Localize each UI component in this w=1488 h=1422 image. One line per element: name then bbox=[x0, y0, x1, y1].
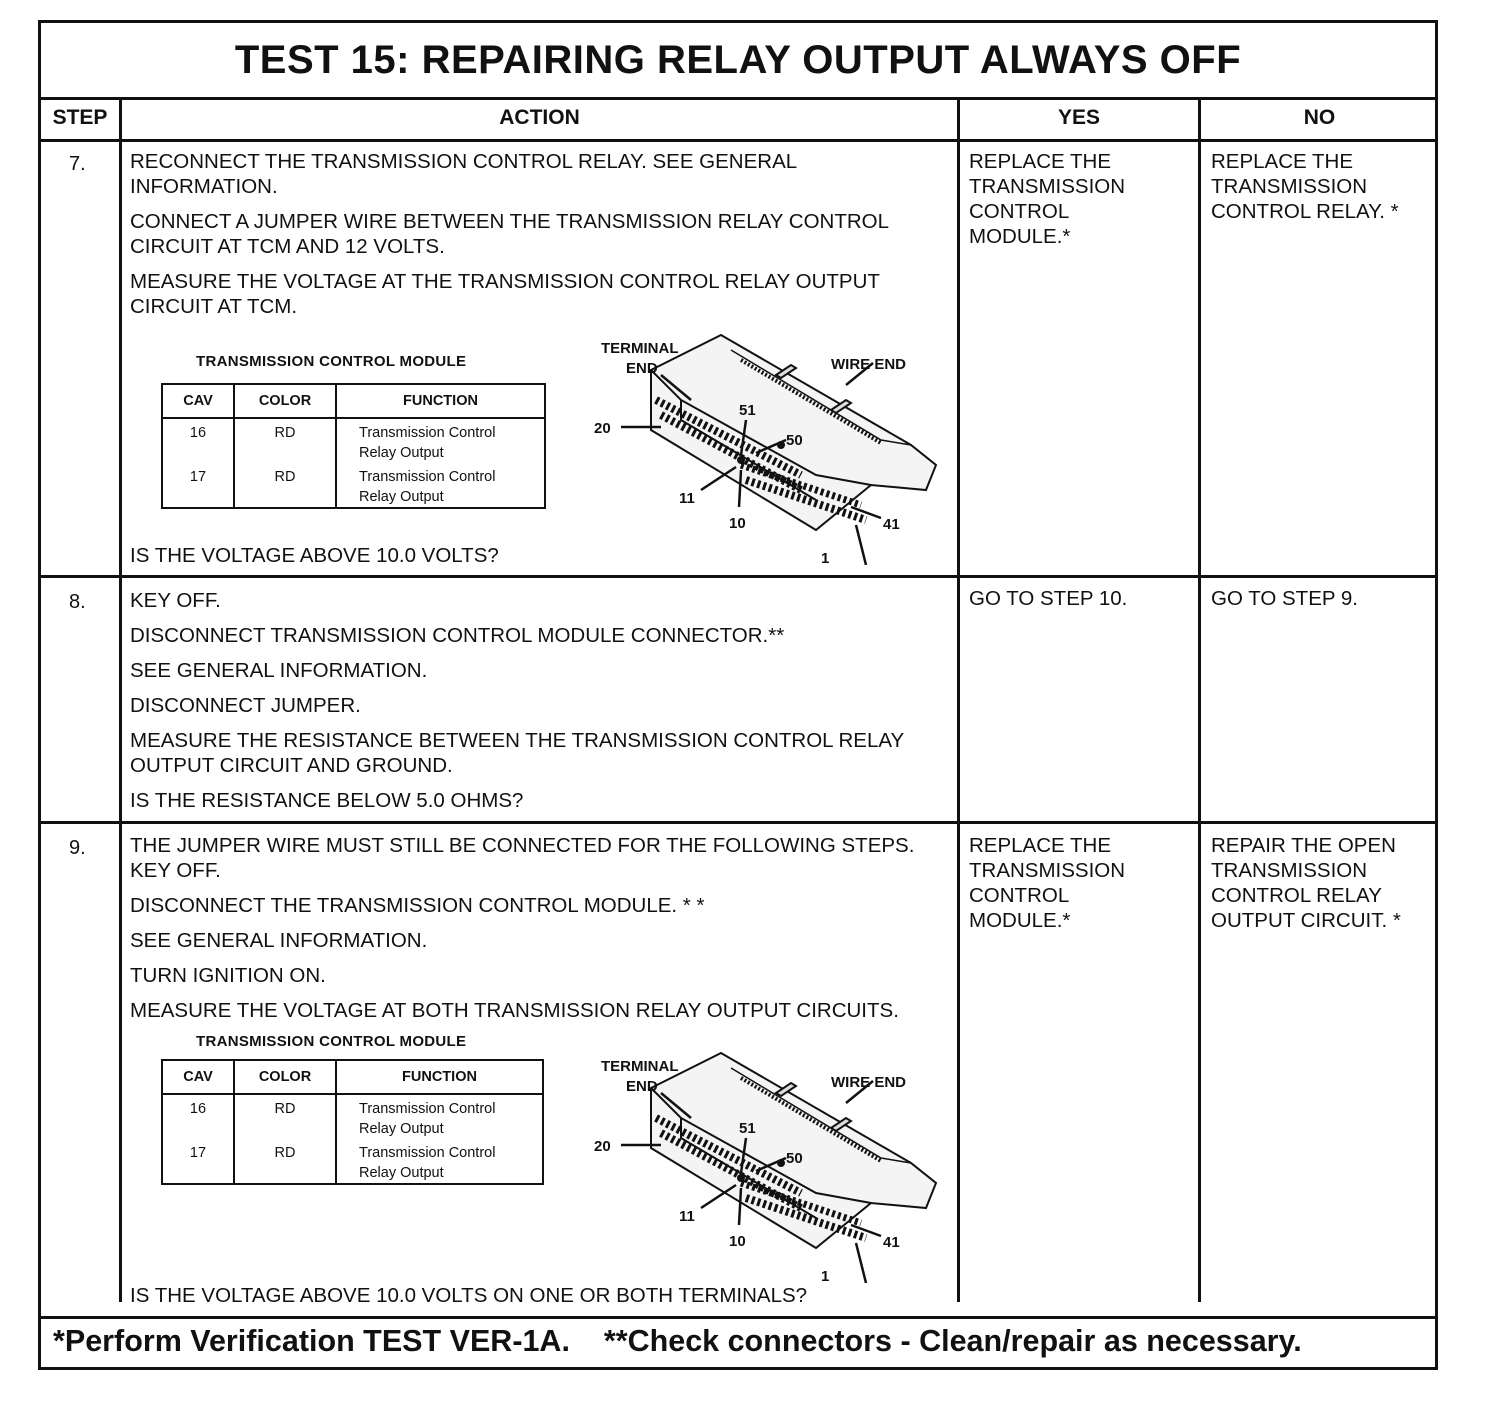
wire-end-label: WIRE END bbox=[831, 356, 906, 373]
header-yes: YES bbox=[1057, 106, 1101, 129]
step-8-actions bbox=[130, 588, 950, 823]
pin-label: 10 bbox=[729, 1233, 746, 1250]
step-9-yes: REPLACE THE TRANSMISSION CONTROL MODULE.* bbox=[969, 834, 1126, 932]
pin-label: 1 bbox=[821, 1268, 830, 1283]
row-divider bbox=[41, 139, 1435, 142]
cav-cell: 17 bbox=[162, 463, 234, 508]
action-text: DISCONNECT TRANSMISSION CONTROL MODULE CONNECTOR.** bbox=[130, 624, 785, 647]
terminal-end-label: TERMINAL bbox=[601, 1058, 679, 1075]
action-text: CONNECT A JUMPER WIRE BETWEEN THE TRANSMISSION RELAY CONTROL CIRCUIT AT TCM AND 12 VOLTS. bbox=[130, 210, 889, 258]
color-cell: RD bbox=[234, 1139, 336, 1184]
color-cell: RD bbox=[234, 1094, 336, 1139]
step-7-no: REPLACE THE TRANSMISSION CONTROL RELAY. * bbox=[1211, 150, 1399, 223]
wire-end-label: WIRE END bbox=[831, 1074, 906, 1091]
pin-label: 1 bbox=[821, 550, 830, 565]
function-line: Transmission Control bbox=[359, 1101, 496, 1117]
pin-label: 11 bbox=[679, 490, 695, 507]
table-row bbox=[162, 418, 545, 463]
action-text: SEE GENERAL INFORMATION. bbox=[130, 659, 428, 682]
action-text: IS THE RESISTANCE BELOW 5.0 OHMS? bbox=[130, 789, 524, 812]
action-text: KEY OFF. bbox=[130, 589, 221, 612]
column-divider bbox=[1198, 97, 1201, 1302]
step-number: 8. bbox=[69, 591, 86, 613]
step-7-yes: REPLACE THE TRANSMISSION CONTROL MODULE.* bbox=[969, 150, 1126, 248]
table-row bbox=[162, 1139, 543, 1184]
header-no: NO bbox=[1303, 106, 1336, 129]
action-text: MEASURE THE VOLTAGE AT BOTH TRANSMISSION RELAY OUTPUT CIRCUITS. bbox=[130, 999, 899, 1022]
tcm-pinout-table bbox=[161, 383, 546, 509]
cav-cell: 16 bbox=[162, 418, 234, 463]
column-header: CAV bbox=[162, 384, 234, 418]
color-cell: RD bbox=[234, 463, 336, 508]
step-8-yes: GO TO STEP 10. bbox=[969, 587, 1128, 610]
tcm-pinout-table bbox=[161, 1059, 544, 1185]
footer-note: *Perform Verification TEST VER-1A. **Check connectors - Clean/repair as necessary. bbox=[53, 1323, 1302, 1358]
pin-label: 41 bbox=[883, 1234, 900, 1251]
pin-label: 11 bbox=[679, 1208, 695, 1225]
action-text: MEASURE THE VOLTAGE AT THE TRANSMISSION CONTROL RELAY OUTPUT CIRCUIT AT TCM. bbox=[130, 270, 880, 318]
function-cell bbox=[336, 1139, 543, 1184]
row-divider bbox=[41, 575, 1435, 578]
column-header: COLOR bbox=[234, 1060, 336, 1094]
function-line: Transmission Control bbox=[359, 1145, 496, 1161]
column-divider bbox=[957, 97, 960, 1302]
step-8-no: GO TO STEP 9. bbox=[1211, 587, 1358, 610]
pin-label: 10 bbox=[729, 515, 746, 532]
action-text: RECONNECT THE TRANSMISSION CONTROL RELAY. SEE GENERAL INFORMATION. bbox=[130, 150, 797, 198]
pin-label: 20 bbox=[594, 420, 611, 437]
color-cell: RD bbox=[234, 418, 336, 463]
page-title: TEST 15: REPAIRING RELAY OUTPUT ALWAYS OFF bbox=[41, 23, 1435, 100]
column-header: FUNCTION bbox=[336, 1060, 543, 1094]
pin-label: 20 bbox=[594, 1138, 611, 1155]
terminal-end-label: END bbox=[626, 1078, 658, 1095]
function-cell bbox=[336, 463, 545, 508]
step-9-actions bbox=[130, 833, 952, 1033]
action-text: SEE GENERAL INFORMATION. bbox=[130, 929, 428, 952]
function-cell bbox=[336, 1094, 543, 1139]
pin-label: 51 bbox=[739, 402, 756, 419]
action-text: MEASURE THE RESISTANCE BETWEEN THE TRANSMISSION CONTROL RELAY OUTPUT CIRCUIT AND GROUND. bbox=[130, 729, 904, 777]
action-text: DISCONNECT JUMPER. bbox=[130, 694, 361, 717]
column-header: FUNCTION bbox=[336, 384, 545, 418]
header-step: STEP bbox=[52, 106, 108, 129]
action-text: THE JUMPER WIRE MUST STILL BE CONNECTED FOR THE FOLLOWING STEPS. KEY OFF. bbox=[130, 834, 915, 882]
table-row bbox=[162, 1094, 543, 1139]
step-number: 9. bbox=[69, 837, 86, 859]
pin-label: 50 bbox=[786, 1150, 803, 1167]
step-9-question: IS THE VOLTAGE ABOVE 10.0 VOLTS ON ONE OR BOTH TERMINALS? bbox=[130, 1284, 808, 1307]
action-text: TURN IGNITION ON. bbox=[130, 964, 326, 987]
tcm-table-title: TRANSMISSION CONTROL MODULE bbox=[196, 353, 467, 370]
pin-label: 41 bbox=[883, 516, 900, 533]
function-line: Relay Output bbox=[359, 445, 444, 461]
function-line: Transmission Control bbox=[359, 469, 496, 485]
tcm-table-title: TRANSMISSION CONTROL MODULE bbox=[196, 1033, 467, 1050]
cav-cell: 16 bbox=[162, 1094, 234, 1139]
table-row bbox=[162, 463, 545, 508]
step-7-question: IS THE VOLTAGE ABOVE 10.0 VOLTS? bbox=[130, 544, 499, 567]
function-cell bbox=[336, 418, 545, 463]
connector-diagram bbox=[581, 1033, 951, 1283]
cav-cell: 17 bbox=[162, 1139, 234, 1184]
header-action: ACTION bbox=[499, 106, 580, 129]
terminal-end-label: TERMINAL bbox=[601, 340, 679, 357]
terminal-end-label: END bbox=[626, 360, 658, 377]
test-procedure-table bbox=[38, 20, 1438, 1370]
pin-label: 50 bbox=[786, 432, 803, 449]
step-number: 7. bbox=[69, 153, 86, 175]
function-line: Relay Output bbox=[359, 1121, 444, 1137]
column-header: CAV bbox=[162, 1060, 234, 1094]
column-divider bbox=[119, 97, 122, 1302]
pin-label: 51 bbox=[739, 1120, 756, 1137]
function-line: Relay Output bbox=[359, 1165, 444, 1181]
function-line: Transmission Control bbox=[359, 425, 496, 441]
function-line: Relay Output bbox=[359, 489, 444, 505]
step-9-no: REPAIR THE OPEN TRANSMISSION CONTROL RELAY OUTPUT CIRCUIT. * bbox=[1211, 834, 1401, 932]
step-7-actions bbox=[130, 149, 945, 329]
connector-diagram bbox=[581, 315, 951, 565]
action-text: DISCONNECT THE TRANSMISSION CONTROL MODULE. * * bbox=[130, 894, 705, 917]
column-header: COLOR bbox=[234, 384, 336, 418]
